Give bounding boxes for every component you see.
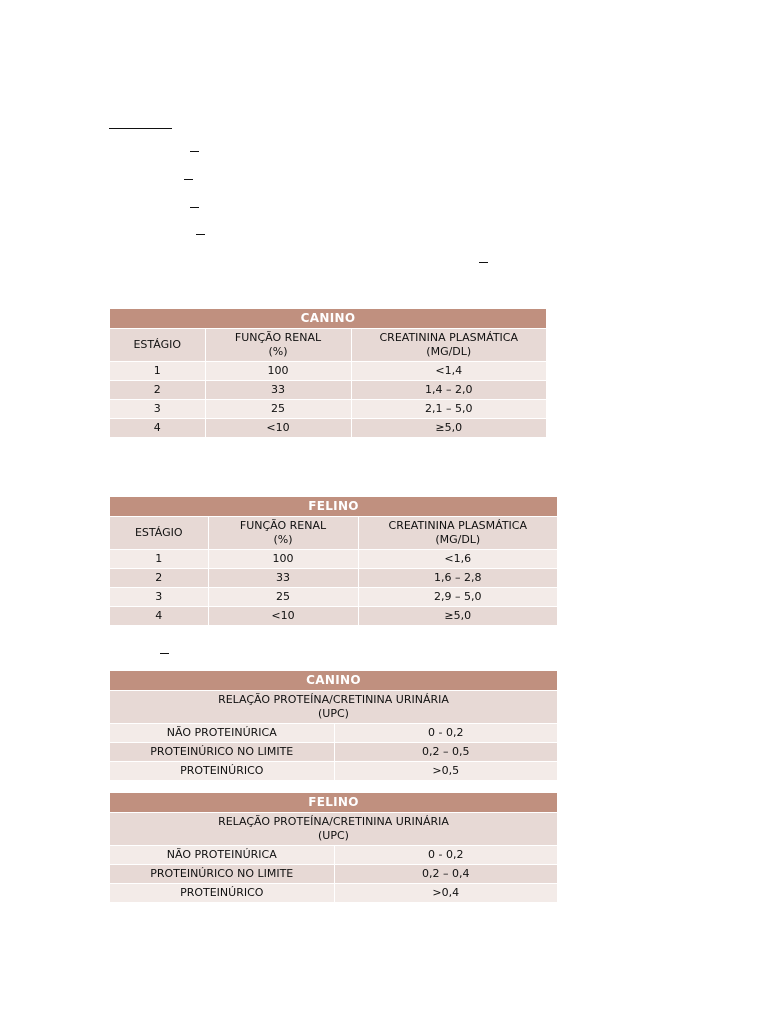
table-title: FELINO <box>110 793 557 812</box>
header-text-line: (%) <box>268 344 288 358</box>
dash-mark <box>190 151 199 152</box>
column-header <box>208 516 358 549</box>
table-cell: PROTEINÚRICO NO LIMITE <box>110 742 334 761</box>
header-text-line: CREATININA PLASMÁTICA <box>379 330 518 344</box>
header-text-line: (MG/DL) <box>435 532 481 546</box>
table-cell: 2,9 – 5,0 <box>358 587 557 606</box>
header-text-line: (%) <box>273 532 293 546</box>
header-text-line: (MG/DL) <box>426 344 472 358</box>
dash-mark <box>196 234 205 235</box>
table-cell: 1 <box>110 549 208 568</box>
column-header <box>205 328 351 361</box>
table-cell: 33 <box>208 568 358 587</box>
table-cell: 0,2 – 0,5 <box>334 742 557 761</box>
table-cell: 2 <box>110 380 205 399</box>
table-cell: >0,5 <box>334 761 557 780</box>
header-text-line: (UPC) <box>318 828 349 842</box>
table-cell: 33 <box>205 380 351 399</box>
table-cell: 3 <box>110 399 205 418</box>
column-header: ESTÁGIO <box>110 516 208 549</box>
table-cell: 3 <box>110 587 208 606</box>
dash-mark <box>190 207 199 208</box>
dash-mark <box>184 179 193 180</box>
table-cell: ≥5,0 <box>351 418 546 437</box>
table-cell: <1,6 <box>358 549 557 568</box>
table-cell: 1 <box>110 361 205 380</box>
table-cell: <10 <box>205 418 351 437</box>
header-text-line: RELAÇÃO PROTEÍNA/CRETININA URINÁRIA <box>218 814 449 828</box>
column-header: ESTÁGIO <box>110 328 205 361</box>
header-text-line: (UPC) <box>318 706 349 720</box>
table-cell: 0 - 0,2 <box>334 845 557 864</box>
table-cell: 25 <box>205 399 351 418</box>
table-title: CANINO <box>110 309 546 328</box>
header-text-line: RELAÇÃO PROTEÍNA/CRETININA URINÁRIA <box>218 692 449 706</box>
header-text-line: FUNÇÃO RENAL <box>239 518 327 532</box>
table-cell: 100 <box>208 549 358 568</box>
upc-header <box>110 812 557 845</box>
table-cell: 25 <box>208 587 358 606</box>
table-title: CANINO <box>110 671 557 690</box>
table-cell: 1,4 – 2,0 <box>351 380 546 399</box>
table-cell: 0,2 – 0,4 <box>334 864 557 883</box>
table-cell: PROTEINÚRICO <box>110 761 334 780</box>
table-cell: 0 - 0,2 <box>334 723 557 742</box>
table-cell: >0,4 <box>334 883 557 902</box>
table-cell: 2,1 – 5,0 <box>351 399 546 418</box>
table-cell: NÃO PROTEINÚRICA <box>110 845 334 864</box>
table-cell: 4 <box>110 606 208 625</box>
table-cell: PROTEINÚRICO <box>110 883 334 902</box>
table-cell: 1,6 – 2,8 <box>358 568 557 587</box>
canino-upc-table <box>110 671 557 780</box>
upc-header <box>110 690 557 723</box>
dash-mark <box>479 262 488 263</box>
heading-underline <box>109 128 172 129</box>
table-cell: PROTEINÚRICO NO LIMITE <box>110 864 334 883</box>
table-cell: <1,4 <box>351 361 546 380</box>
table-cell: 4 <box>110 418 205 437</box>
header-text-line: FUNÇÃO RENAL <box>234 330 322 344</box>
table-cell: <10 <box>208 606 358 625</box>
felino-upc-table <box>110 793 557 902</box>
canino-stage-table <box>110 309 546 437</box>
dash-mark <box>160 653 169 654</box>
table-cell: 2 <box>110 568 208 587</box>
felino-stage-table <box>110 497 557 625</box>
column-header <box>358 516 557 549</box>
table-title: FELINO <box>110 497 557 516</box>
table-cell: 100 <box>205 361 351 380</box>
table-cell: NÃO PROTEINÚRICA <box>110 723 334 742</box>
header-text-line: CREATININA PLASMÁTICA <box>388 518 527 532</box>
column-header <box>351 328 546 361</box>
table-cell: ≥5,0 <box>358 606 557 625</box>
